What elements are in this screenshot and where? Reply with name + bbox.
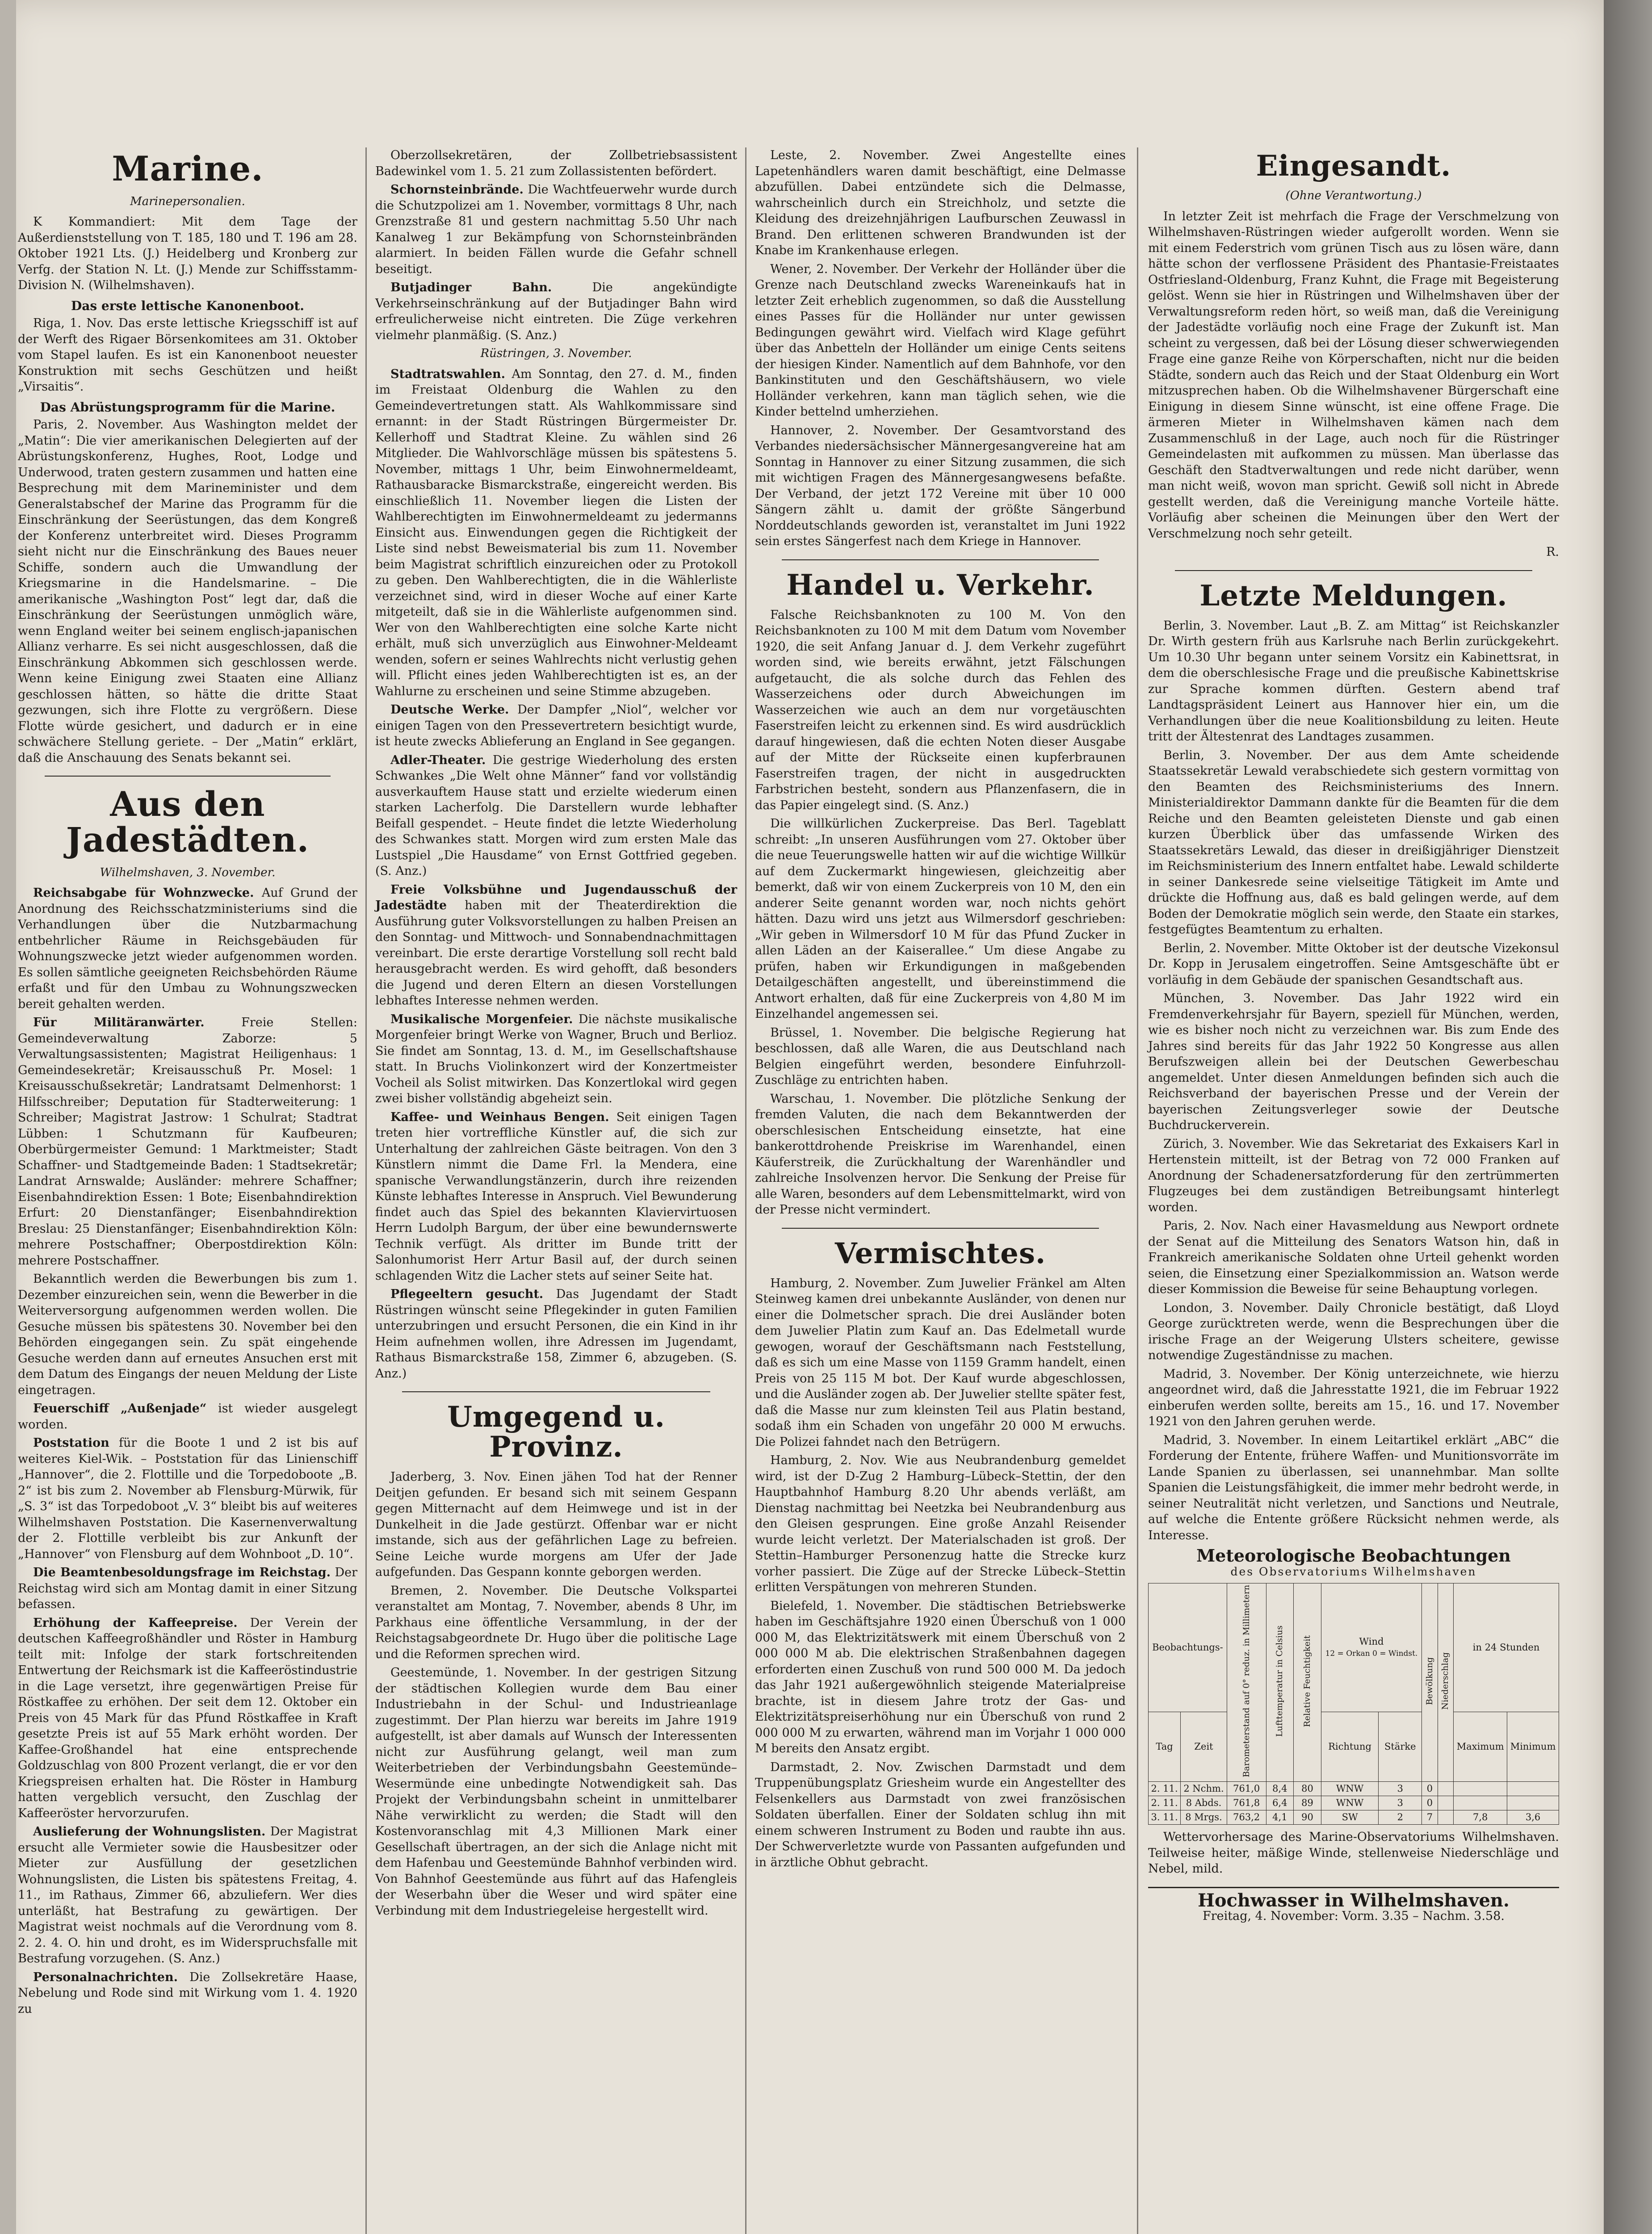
table-header: Relative Feuchtigkeit [1294, 1583, 1321, 1782]
paragraph: Hamburg, 2. November. Zum Juwelier Fränkel am Alten Steinweg kamen drei unbekannte Ausländer, von denen nur einer die Dolmetscher sprach. Die drei Ausländer boten dem Juwelier Platin zum Kauf an. Das Edelmetall wurde gewogen, worauf der Geschäftsmann nach Feststellung, daß es sich um eine Masse von 1159 Gramm handelt, einen Preis von 25 115 M bot. Der Kauf wurde abgeschlossen, und die Ausländer zogen ab. Der Juwelier stellte später fest, daß die Masse nur zum kleinsten Teil aus Platin bestand, sodaß ihm ein Schaden von ungefähr 20 000 M erwuchs. Die Polizei fahndet nach den Betrügern. [755, 1276, 1126, 1449]
paragraph: Bielefeld, 1. November. Die städtischen Betriebswerke haben im Geschäftsjahre 1920 einen Überschuß von 1 000 000 M, das Elektrizitätswerk mit einem Überschuß von 2 000 000 M ab. Die elektrischen Straßenbahnen dagegen erforderten einen Zuschuß von rund 500 000 M. Da jedoch das Jahr 1921 außergewöhnlich steigende Materialpreise brachte, ist in diesem Jahre trotz der Gas- und Elektrizitätspreiserhöhung nur ein Überschuß von rund 2 000 000 M zu erwarten, während man im Vorjahr 1 000 000 M bereits den Ansatz ergibt. [755, 1599, 1126, 1756]
paragraph: Freie Stellen: Gemeindeverwaltung Zaborze: 5 Verwaltungsassistenten; Magistrat Heiligenhaus: 1 Gemeindesekretär; Kreisausschuß Pr. Mosel: 1 Kreisausschußsekretär; Landratsamt Delmenhorst: 1 Hilfsschreiber; Deputation für Stadterweiterung: 1 Schreiber; Magistrat Jastrow: 1 Schulrat; Stadtrat Lübben: 1 Schutzmann für Kaufbeuren; Oberbürgermeister Gemund: 1 Marktmeister; Stadt Schaffner- und Stadtgemeinde Baden: 1 Stadtsekretär; Landrat Arnswalde; Ausländer: mehrere Schaffner; Eisenbahndirektion Essen: 1 Bote; Eisenbahndirektion Erfurt: 20 Dienstanfänger; Eisenbahndirektion Breslau: 25 Dienstanfänger; Eisenbahndirektion Köln: mehrere Postschaffner; Oberpostdirektion Köln: mehrere Postschaffner. [18, 1016, 357, 1268]
paragraph: Berlin, 3. November. Der aus dem Amte scheidende Staatssekretär Lewald verabschiedete sich gestern vormittag von den Beamten des Reichsministeriums des Innern. Ministerialdirektor Dammann dankte für die Beamten für die dem Reiche und den Beamten geleisteten Dienste und gab einen kurzen Überblick über das umfassende Wirken des Staatssekretärs Lewald, das dieser in dreißigjähriger Dienstzeit im Reichsministerium des Innern entfaltet habe. Lewald schilderte in seiner Dankesrede seine vielseitige Tätigkeit im Amte und drückte die Hoffnung aus, daß es bald gelingen werde, auf dem Boden der Demokratie möglich sein werde, den Staate ein starkes, festgefügtes Beamtentum zu erhalten. [1148, 748, 1559, 937]
paragraph: Die Wachtfeuerwehr wurde durch die Schutzpolizei am 1. November, vormittags 8 Uhr, nach Grenzstraße 81 und gestern nachmittag 5.50 Uhr nach Kanalweg 1 zur Bekämpfung von Schornsteinbränden alarmiert. In beiden Fällen wurde die Gefahr schnell beseitigt. [375, 183, 737, 276]
column-rule [745, 147, 746, 2234]
table-header: Niederschlag [1438, 1583, 1454, 1782]
section-title-handel: Handel u. Verkehr. [786, 568, 1094, 602]
article-heading: Stadtratswahlen. [390, 367, 506, 381]
section-title-vermischtes: Vermischtes. [834, 1236, 1046, 1270]
article-heading: Personalnachrichten. [33, 1970, 178, 1984]
high-water-times: Freitag, 4. November: Vorm. 3.35 – Nachm. 3.58. [1203, 1909, 1505, 1923]
divider [782, 559, 1099, 560]
article-heading: Adler-Theater. [390, 753, 486, 767]
paragraph: K Kommandiert: Mit dem Tage der Außerdienststellung von T. 185, 180 und T. 196 am 28. Oktober 1921 Lts. (J.) Heidelberg und Kronberg zur Verfg. der Station N. Lt. (J.) Mende zur Schiffsstamm-Division N. (Wilhelmshaven). [18, 215, 357, 293]
weather-table [1148, 1583, 1559, 1825]
column-rule [1137, 147, 1138, 2234]
paragraph: Geestemünde, 1. November. In der gestrigen Sitzung der städtischen Kollegien wurde dem Bau einer Industriebahn in der Schul- und Industrieanlage zugestimmt. Der Plan hierzu war bereits im Jahre 1919 aufgestellt, ist aber damals auf Wunsch der Interessenten nicht zur Ausführung gelangt, weil man zum Weiterbetrieben der Verbindungsbahn Geestemünde–Wesermünde eine unbedingte Notwendigkeit sah. Das Projekt der Verbindungsbahn scheint in unmittelbarer Nähe verwirklicht zu werden; die Stadt will den Kostenvoranschlag mit 4,3 Millionen Mark einer Gesellschaft übertragen, an der sich die Anlage nicht mit dem Hafenbau und Geestemünde Bahnhof verbinden wird. Von Bahnhof Geestemünde aus führt auf das Hafengleis der Weserbahn über die Weser und wird später eine Verbindung mit dem Industriegeleise hergestellt wird. [375, 1666, 737, 1918]
table-header: Stärke [1379, 1712, 1422, 1782]
table-header: Minimum [1507, 1712, 1559, 1782]
paragraph: Hannover, 2. November. Der Gesamtvorstand des Verbandes niedersächsischer Männergesangvereine hat am Sonntag in Hannover zu einer Sitzung zusammen, die sich mit wichtigen Fragen des Männergesangwesens befaßte. Der Verband, der jetzt 172 Vereine mit über 10 000 Sängern zählt u. damit der größte Sängerbund Norddeutschlands geworden ist, veranstaltet im Juni 1922 sein erstes Sängerfest nach dem Kriege in Hannover. [755, 423, 1126, 548]
paragraph: Paris, 2. Nov. Nach einer Havasmeldung aus Newport ordnete der Senat auf die Mitteilung des Senators Watson hin, daß in Frankreich amerikanische Soldaten ohne Urteil gehenkt worden seien, die Einsetzung einer Spezialkommission an. Watson werde dieser Kommission die Beweise für seine Behauptung vorlegen. [1148, 1219, 1559, 1297]
article-heading: Deutsche Werke. [390, 703, 509, 717]
paragraph: Am Sonntag, den 27. d. M., finden im Freistaat Oldenburg die Wahlen zu den Gemeindevertretungen statt. Als Wahlkommissare sind ernannt: in der Stadt Rüstringen Bürgermeister Dr. Kellerhoff und Stadtrat Kleine. Zu wählen sind 26 Mitglieder. Die Wahlvorschläge müssen bis spätestens 5. November, mittags 1 Uhr, beim Einwohnermeldeamt, Rathausbaracke Bismarckstraße, eingereicht werden. Bis einschließlich 11. November liegen die Listen der Wahlberechtigten im Einwohnermeldeamt zu jedermanns Einsicht aus. Einwendungen gegen die Richtigkeit der Liste sind nebst Beweismaterial bis zum 11. November beim Magistrat schriftlich einzureichen oder zu Protokoll zu geben. Den Wahlberechtigten, die in die Wählerliste verzeichnet sind, wird in dieser Woche auf einer Karte mitgeteilt, daß sie in die Wählerliste aufgenommen sind. Wer von den Wahlberechtigten eine solche Karte nicht erhält, muß sich unverzüglich aus Einwohner-Meldeamt wenden, sofern er seines Wahlrechts nicht verlustig gehen will. Pflicht eines jeden Wahlberechtigten ist es, an der Wahlurne zu erscheinen und seine Stimme abzugeben. [375, 367, 737, 698]
section-title-jadestaedte: Aus den Jadestädten. [66, 784, 310, 860]
table-row: 3. 11. 8 Mrgs. 763,2 4,1 90 SW 2 7 7,8 3,6 [1149, 1810, 1559, 1825]
paragraph: Die Zollsekretäre Haase, Nebelung und Rode sind mit Wirkung vom 1. 4. 1920 zu [18, 1970, 357, 2016]
table-header: Tag [1149, 1712, 1181, 1782]
paragraph: für die Boote 1 und 2 ist bis auf weiteres Kiel-Wik. – Poststation für das Linienschiff „Hannover“, die 2. Flottille und die Torpedoboote „B. 2“ ist bis zum 2. November ab Flensburg-Mürwik, für „S. 3“ ist das Torpedoboot „V. 3“ bleibt bis auf weiteres Wilhelmshaven Poststation. Die Kasernenverwaltung der 2. Flottille verbleibt bis zur Ankunft der „Hannover“ von Flensburg auf dem Wohnboot „D. 10“. [18, 1436, 357, 1561]
paragraph: Darmstadt, 2. Nov. Zwischen Darmstadt und dem Truppenübungsplatz Griesheim wurde ein Angestellter des Felsenkellers aus Darmstadt von zwei französischen Soldaten überfallen. Einer der Soldaten schlug ihn mit einem schweren Instrument zu Boden und raubte ihn aus. Der Schwerverletzte wurde von Passanten aufgefunden und in ärztliche Obhut gebracht. [755, 1760, 1126, 1869]
article-heading: Das erste lettische Kanonenboot. [71, 298, 305, 313]
section-title-marine: Marine. [112, 149, 264, 189]
divider [782, 1228, 1099, 1229]
article-heading: Die Beamtenbesoldungsfrage im Reichstag. [33, 1566, 331, 1580]
table-header: Richtung [1321, 1712, 1379, 1782]
section-title-eingesandt: Eingesandt. [1256, 149, 1451, 183]
table-header: Wind 12 = Orkan 0 = Windst. [1321, 1583, 1421, 1712]
column-2 [375, 147, 737, 1921]
paragraph: Leste, 2. November. Zwei Angestellte eines Lapetenhändlers waren damit beschäftigt, eine Delmasse abzufüllen. Dabei entzündete sich die Delmasse, wahrscheinlich durch ein Streichholz, und setzte die Kleidung des dreizehnjährigen Laufburschen Zeuwassl in Brand. Den erlittenen schweren Brandwunden ist der Knabe im Krankenhause erlegen. [755, 148, 1126, 257]
article-heading: Für Militäranwärter. [33, 1016, 205, 1030]
table-header: Lufttemperatur in Celsius [1266, 1583, 1294, 1782]
paragraph: Die nächste musikalische Morgenfeier bringt Werke von Wagner, Bruch und Berlioz. Sie findet am Sonntag, 13. d. M., im Gesellschaftshause statt. In Bruchs Violinkonzert wird der Konzertmeister Vocheil als Solist mitwirken. Das Konzertlokal wird gegen zwei bisher vollständig abgeheizt sein. [375, 1012, 737, 1105]
paragraph: London, 3. November. Daily Chronicle bestätigt, daß Lloyd George zurücktreten werde, wenn die Besprechungen über die irische Frage an der Weigerung Ulsters scheitere, gewisse notwendige Zugeständnisse zu machen. [1148, 1301, 1559, 1363]
signature: R. [1546, 545, 1559, 559]
paragraph: Madrid, 3. November. Der König unterzeichnete, wie hierzu angeordnet wird, daß die Jahresstatte 1921, die im Februar 1922 einberufen werden sollte, bereits am 15., 16. und 17. November 1921 von den Jahren geruhen werde. [1148, 1367, 1559, 1429]
paragraph: Berlin, 3. November. Laut „B. Z. am Mittag“ ist Reichskanzler Dr. Wirth gestern früh aus Karlsruhe nach Berlin zurückgekehrt. Um 10.30 Uhr begann unter seinem Vorsitz ein Kabinettsrat, in dem die oberschlesische Frage und die preußische Kabinettskrise zur Sprache kommen dürften. Gestern abend traf Landtagspräsident Leinert aus Hannover hier ein, um die Verhandlungen über die neue Koalitionsbildung zu leiten. Heute tritt der Ältestenrat des Landtages zusammen. [1148, 618, 1559, 744]
article-heading: Musikalische Morgenfeier. [390, 1012, 573, 1026]
paragraph: haben mit der Theaterdirektion die Ausführung guter Volksvorstellungen zu halben Preisen an den Sonntag- und Mittwoch- und Sonnabendnachmittagen vereinbart. Die erste derartige Vorstellung soll recht bald herausgebracht werden. Es wird gehofft, daß besonders die Jugend und deren Eltern an diesen Vorstellungen lebhaftes Interesse nehmen werden. [375, 899, 737, 1008]
scan-background [1604, 0, 1652, 2234]
article-heading: Freie Volksbühne und Jugendausschuß der Jadestädte [375, 882, 737, 912]
paragraph: Riga, 1. Nov. Das erste lettische Kriegsschiff ist auf der Werft des Rigaer Börsenkomitees am 31. Oktober vom Stapel laufen. Es ist ein Kanonenboot neuester Konstruktion mit sechs Geschützen und heißt „Virsaitis“. [18, 316, 357, 394]
article-heading: Erhöhung der Kaffeepreise. [33, 1616, 238, 1630]
table-row: 2. 11. 8 Abds. 761,8 6,4 89 WNW 3 0 [1149, 1796, 1559, 1810]
article-heading: Schornsteinbrände. [390, 183, 524, 197]
article-heading: Butjadinger Bahn. [390, 281, 552, 294]
divider [45, 776, 331, 777]
column-3 [755, 147, 1126, 1873]
paragraph: Auf Grund der Anordnung des Reichsschatzministeriums sind die Verhandlungen über die Nutzbarmachung entbehrlicher Räume in Reichsgebäuden für Wohnungszwecke jetzt wieder aufgenommen worden. Es sollen sämtliche geeigneten Reichsbehörden Räume erfaßt und für den Umbau zu Wohnungszwecken bereit gehalten werden. [18, 886, 357, 1011]
paragraph: Brüssel, 1. November. Die belgische Regierung hat beschlossen, daß alle Waren, die aus Deutschland nach Belgien eingeführt werden, besondere Einfuhrzoll-Zuschläge zu entrichten haben. [755, 1025, 1126, 1088]
paragraph: Das Jugendamt der Stadt Rüstringen wünscht seine Pflegekinder in guten Familien unterzubringen und ersucht Personen, die ein Kind in ihr Heim aufnehmen wollen, ihre Adressen im Jugendamt, Rathaus Bismarckstraße 158, Zimmer 6, abzugeben. (S. Anz.) [375, 1287, 737, 1381]
table-header: Barometerstand auf 0° reduz. in Millimetern [1227, 1583, 1266, 1782]
article-heading: Poststation [33, 1436, 109, 1450]
weather-forecast: Wettervorhersage des Marine-Observatoriums Wilhelmshaven. Teilweise heiter, mäßige Winde, stellenweise Niederschläge und Nebel, mild. [1148, 1830, 1559, 1876]
article-heading: Reichsabgabe für Wohnzwecke. [33, 886, 254, 900]
divider [1175, 570, 1532, 571]
paragraph: Berlin, 2. November. Mitte Oktober ist der deutsche Vizekonsul Dr. Kopp in Jerusalem eingetroffen. Seine Amtsgeschäfte übt er vorläufig in dem Gebäude der spanischen Gesandtschaft aus. [1148, 941, 1559, 987]
paragraph: Die angekündigte Verkehrseinschränkung auf der Butjadinger Bahn wird erfreulicherweise nicht eintreten. Die Züge verkehren vielmehr planmäßig. (S. Anz.) [375, 281, 737, 342]
article-heading: Feuerschiff „Außenjade“ [33, 1402, 207, 1416]
paragraph: Jaderberg, 3. Nov. Einen jähen Tod hat der Renner Deitjen gefunden. Er besand sich mit seinem Gespann gegen Mitternacht auf dem Heimwege und ist in der Dunkelheit in die Jade gestürzt. Offenbar war er nicht imstande, sich aus der gefährlichen Lage zu befreien. Seine Leiche wurde morgens am Ufer der Jade aufgefunden. Das Gespann konnte geborgen werden. [375, 1470, 737, 1579]
article-heading: Das Abrüstungsprogramm für die Marine. [40, 399, 335, 415]
paragraph: Oberzollsekretären, der Zollbetriebsassistent Badewinkel vom 1. 5. 21 zum Zollassistenten befördert. [375, 148, 737, 178]
paragraph: Falsche Reichsbanknoten zu 100 M. Von den Reichsbanknoten zu 100 M mit dem Datum vom November 1920, die seit Anfang Januar d. J. dem Verkehr zugeführt worden sind, wie bereits erwähnt, jetzt Fälschungen aufgetaucht, die als solche durch das Fehlen des Wasserzeichens oder durch Abweichungen im Wasserzeichen wie auch an dem nur vorgetäuschten Faserstreifen leicht zu erkennen sind. Es wird ausdrücklich darauf hingewiesen, daß die echten Noten dieser Ausgabe auf der Mitte der Rückseite einen kupferbraunen Faserstreifen tragen, der nicht in ausgedruckten Farbstrichen besteht, sondern aus Pflanzenfasern, die in das Papier eingelegt sind. (S. Anz.) [755, 608, 1126, 812]
paragraph: Paris, 2. November. Aus Washington meldet der „Matin“: Die vier amerikanischen Delegierten auf der Abrüstungskonferenz, Hughes, Root, Lodge und Underwood, traten gestern zusammen und hatten eine Besprechung mit dem Marineminister und dem Generalstabschef der Marine das Programm für die Einschränkung der Seerüstungen, das dem Kongreß der Konferenz unterbreitet wird. Dieses Programm sieht nicht nur die Einschränkung des Baues neuer Schiffe, sondern auch die Umwandlung der Kriegsmarine in die Handelsmarine. – Die amerikanische „Washington Post“ legt dar, daß die Einschränkung der Seerüstungen unmöglich wäre, wenn England weiter bei seinem englisch-japanischen Allianz verharre. Es sei nicht ausgeschlossen, daß die Einschränkung Abkommen sich geschlossen werde. Wenn keine Einigung zwei Staaten eine Allianz geschlossen hätten, so hätte die dritte Staat gezwungen, sich ihre Flotte zu vergrößern. Diese Flotte würde gesichert, und dadurch er in eine schwächere Stellung geriete. – Der „Matin“ erklärt, daß die Anschauung des Senats bekannt sei. [18, 418, 357, 765]
subtitle: Marinepersonalien. [130, 194, 245, 208]
paragraph: In letzter Zeit ist mehrfach die Frage der Verschmelzung von Wilhelmshaven-Rüstringen wieder aufgerollt worden. Wenn sie mit einem Federstrich vom grünen Tisch aus zu lösen wäre, dann hätte schon der verflossene Präsident des Phantasie-Freistaates Ostfriesland-Oldenburg, Franz Kuhnt, die Frage mit Begeisterung gelöst. Wenn sie hier in Rüstringen und Wilhelmshaven über der Verwaltungsreform reden hört, so weiß man, daß die Vereinigung der Jadestädte vorläufig noch eine Frage der Zukunft ist. Man scheint zu vergessen, daß bei der Lösung dieser schwerwiegenden Frage eine ganze Reihe von Körperschaften, nicht nur die beiden Städte, sondern auch das Reich und der Staat Oldenburg ein Wort mitzusprechen haben. Ob die Wilhelmshavener Bürgerschaft eine Einigung in diesem Sinne wünscht, ist eine offene Frage. Die ärmeren Mieter in Wilhelmshaven kämen nach dem Zusammenschluß in der Lage, auch noch für die Rüstringer Gemeindelasten mit aufkommen zu müssen. Man überlasse das Geschäft den Stadtverwaltungen und rede nicht darüber, wenn man nicht weiß, wovon man spricht. Gewiß soll nicht in Abrede gestellt werden, daß die Vereinigung manche Vorteile hätte. Vorläufig aber scheinen die Meinungen über den Wert der Verschmelzung noch sehr geteilt. [1148, 209, 1559, 541]
table-header: Bewölkung [1422, 1583, 1438, 1782]
divider [402, 1391, 710, 1392]
article-heading: Auslieferung der Wohnungslisten. [33, 1825, 266, 1839]
column-1 [18, 147, 357, 2020]
table-header: in 24 Stunden [1454, 1583, 1559, 1712]
paragraph: Seit einigen Tagen treten hier vortreffliche Künstler auf, die sich zur Unterhaltung der zahlreichen Gäste beitragen. Von den 3 Künstlern nimmt die Dame Frl. la Mendera, eine spanische Verwandlungstänzerin, durch ihre reizenden Künste lebhaftes Interesse in Anspruch. Viel Bewunderung findet auch das Spiel des bekannten Klaviervirtuosen Herrn Ludolph Bargum, der über eine bewundernswerte Technik verfügt. Als dritter im Bunde tritt der Salonhumorist Herr Artur Basil auf, der durch seinen schlagenden Witz die Lacher stets auf seiner Seite hat. [375, 1110, 737, 1283]
paragraph: Bremen, 2. November. Die Deutsche Volkspartei veranstaltet am Montag, 7. November, abends 8 Uhr, im Parkhaus eine öffentliche Versammlung, in der der Reichstagsabgeordnete Dr. Hugo über die politische Lage und die Reformen sprechen wird. [375, 1583, 737, 1661]
section-title-umgegend: Umgegend u. Provinz. [447, 1400, 665, 1464]
paragraph: Die gestrige Wiederholung des ersten Schwankes „Die Welt ohne Männer“ fand vor vollständig ausverkauftem Hause statt und erzielte wiederum einen starken Lacherfolg. Die Darstellern wurde lebhafter Beifall gespendet. – Heute findet die letzte Wiederholung des Schwankes statt. Morgen wird zum ersten Male das Lustspiel „Die Hausdame“ von Ernst Gottfried gegeben. (S. Anz.) [375, 753, 737, 878]
weather-table-title: Meteorologische Beobachtungen [1196, 1545, 1511, 1566]
paragraph: Zürich, 3. November. Wie das Sekretariat des Exkaisers Karl in Hertenstein mitteilt, ist der Betrag von 72 000 Franken auf Anordnung der Schadenersatzforderung für den zertrümmerten Flugzeuges bei dem zuständigen Betreibungsamt hinterlegt worden. [1148, 1137, 1559, 1214]
dateline: Wilhelmshaven, 3. November. [100, 865, 276, 879]
paragraph: Madrid, 3. November. In einem Leitartikel erklärt „ABC“ die Forderung der Entente, frühere Waffen- und Munitionsvorräte im Lande Spanien zu überlassen, sei unannehmbar. Man sollte Spanien die Leistungsfähigkeit, die immer mehr bedroht werde, in seiner Neutralität nicht verletzen, und Sanctions und Neutrale, auf welche die Entente größere Rücksicht nehmen werde, als Interesse. [1148, 1433, 1559, 1542]
section-title-letzte-meldungen: Letzte Meldungen. [1199, 579, 1508, 613]
paragraph: Warschau, 1. November. Die plötzliche Senkung der fremden Valuten, die nach dem Bekanntwerden der oberschlesischen Entscheidung einsetzte, hat eine bankerottdrohende Preiskrise im Warenhandel, einen Käuferstreik, die Zurückhaltung der Warenhändler und zahlreiche Insolvenzen hervor. Die Senkung der Preise für alle Waren, besonders auf dem Lebensmittelmarkt, wird von der Presse nicht vermindert. [755, 1092, 1126, 1217]
paragraph: Der Magistrat ersucht alle Vermieter sowie die Hausbesitzer oder Mieter zur Ausfüllung der gesetzlichen Wohnungslisten, die Listen bis spätestens Freitag, 4. 11., im Rathaus, Zimmer 66, abzuliefern. Wer dies unterläßt, hat Bestrafung zu gewärtigen. Der Magistrat weist nochmals auf die Verordnung vom 8. 2. 2. 4. O. hin und droht, es im Widerspruchsfalle mit Bestrafung vorzugehen. (S. Anz.) [18, 1825, 357, 1966]
page-edge [0, 0, 16, 2234]
paragraph: Bekanntlich werden die Bewerbungen bis zum 1. Dezember einzureichen sein, wenn die Bewerber in die Weiterversorgung aufgenommen werden wollen. Die Gesuche müssen bis spätestens 30. November bei den Behörden eingegangen sein. Zu spät eingehende Gesuche werden dann auf erneutes Ansuchen erst mit dem Datum des Eingangs der neuen Meldung der Liste eingetragen. [18, 1272, 357, 1397]
paragraph: Wener, 2. November. Der Verkehr der Holländer über die Grenze nach Deutschland zwecks Wareneinkaufs hat in letzter Zeit erheblich zugenommen, so daß die Ausstellung eines Passes für die Holländer nur unter gewissen Bedingungen gewährt wird. Vielfach wird Klage geführt über das Anbetteln der Holländer um einige Cents seitens der hiesigen Kinder. Namentlich auf dem Bahnhofe, vor den Bankinstituten und den Geschäftshäusern, wo viele Holländer verkehren, kann man täglich sehen, wie die Kinder bettelnd umherziehen. [755, 262, 1126, 419]
table-header: Beobachtungs- [1149, 1583, 1227, 1712]
paragraph: Hamburg, 2. Nov. Wie aus Neubrandenburg gemeldet wird, ist der D-Zug 2 Hamburg–Lübeck–Stettin, der den Hauptbahnhof Hamburg 8.20 Uhr abends verläßt, am Dienstag nachmittag bei Neetzka bei Neubrandenburg aus den Gleisen gesprungen. Eine große Anzahl Reisender wurde leicht verletzt. Der Materialschaden ist groß. Der Stettin–Hamburger Personenzug hatte die Strecke kurz vorher passiert. Die Züge auf der Strecke Lübeck–Stettin erlitten Verspätungen von mehreren Stunden. [755, 1453, 1126, 1595]
dateline: Rüstringen, 3. November. [480, 347, 632, 360]
paragraph: Die willkürlichen Zuckerpreise. Das Berl. Tageblatt schreibt: „In unseren Ausführungen vom 27. Oktober über die neue Teuerungswelle hatten wir auf die wichtige Willkür auf dem Zuckermarkt hingewiesen, gleichzeitig aber bemerkt, daß wir von einem Zuckerpreis von 10 M, den ein anderer Seite genannt worden war, noch nichts gehört hätten. Dazu wird uns jetzt aus Wilmersdorf geschrieben: „Wir geben in Wilmersdorf 10 M für das Pfund Zucker in allen Läden an der Kaiserallee.“ Um diese Angabe zu prüfen, haben wir Erkundigungen in maßgebenden Detailgeschäften angestellt, und übereinstimmend die Antwort erhalten, daß für eine Zuckerpreis von 4,80 M im Einzelhandel angemessen sei. [755, 817, 1126, 1021]
article-heading: Pflegeeltern gesucht. [390, 1287, 544, 1301]
table-header: Maximum [1454, 1712, 1507, 1782]
paragraph: Der Verein der deutschen Kaffeegroßhändler und Röster in Hamburg teilt mit: Infolge der stark fortschreitenden Entwertung der Reichsmark ist die Kaffeeröstindustrie in die Lage versetzt, ihre gegenwärtigen Preise für Röstkaffee zu erhöhen. Der seit dem 12. Oktober ein Preis von 45 Mark für das Pfund Röstkaffee in Kraft gesetzte Preis ist auf 55 Mark erhöht worden. Der Kaffee-Großhandel hat eine entsprechende Goldzuschlag von 800 Prozent verlangt, die er vor den Kriegspreisen erhalten hat. Die Röster in Hamburg hatten vergeblich versucht, den Zuschlag der Kaffeeröster hervorzurufen. [18, 1616, 357, 1820]
table-header: Zeit [1181, 1712, 1227, 1782]
high-water-title: Hochwasser in Wilhelmshaven. [1148, 1887, 1559, 1909]
paragraph: München, 3. November. Das Jahr 1922 wird ein Fremdenverkehrsjahr für Bayern, speziell für München, werden, wie es bisher noch nicht zu verzeichnen war. Bis zum Ende des Jahres sind bereits für das Jahr 1922 50 Kongresse aus allen Berufszweigen allein bei der Deutschen Gewerbeschau angemeldet. Unter diesen Anmeldungen befinden sich auch die Reichsverband der bayerischen Presse und der Verein der bayerischen Zeitungsverleger sowie der Deutsche Buchdruckerverein. [1148, 991, 1559, 1133]
article-heading: Kaffee- und Weinhaus Bengen. [390, 1110, 609, 1124]
column-rule [365, 147, 367, 2234]
paragraph: Der Reichstag wird sich am Montag damit in einer Sitzung befassen. [18, 1566, 357, 1612]
paragraph: Der Dampfer „Niol“, welcher vor einigen Tagen von den Pressevertretern besichtigt wurde, ist heute zwecks Ablieferung an England in See gegangen. [375, 703, 737, 748]
table-row: 2. 11. 2 Nchm. 761,0 8,4 80 WNW 3 0 [1149, 1782, 1559, 1796]
weather-table-subtitle: des Observatoriums Wilhelmshaven [1230, 1565, 1477, 1578]
subtitle: (Ohne Verantwortung.) [1285, 189, 1422, 203]
column-4 [1148, 147, 1559, 1924]
paragraph: ist wieder ausgelegt worden. [18, 1402, 357, 1432]
